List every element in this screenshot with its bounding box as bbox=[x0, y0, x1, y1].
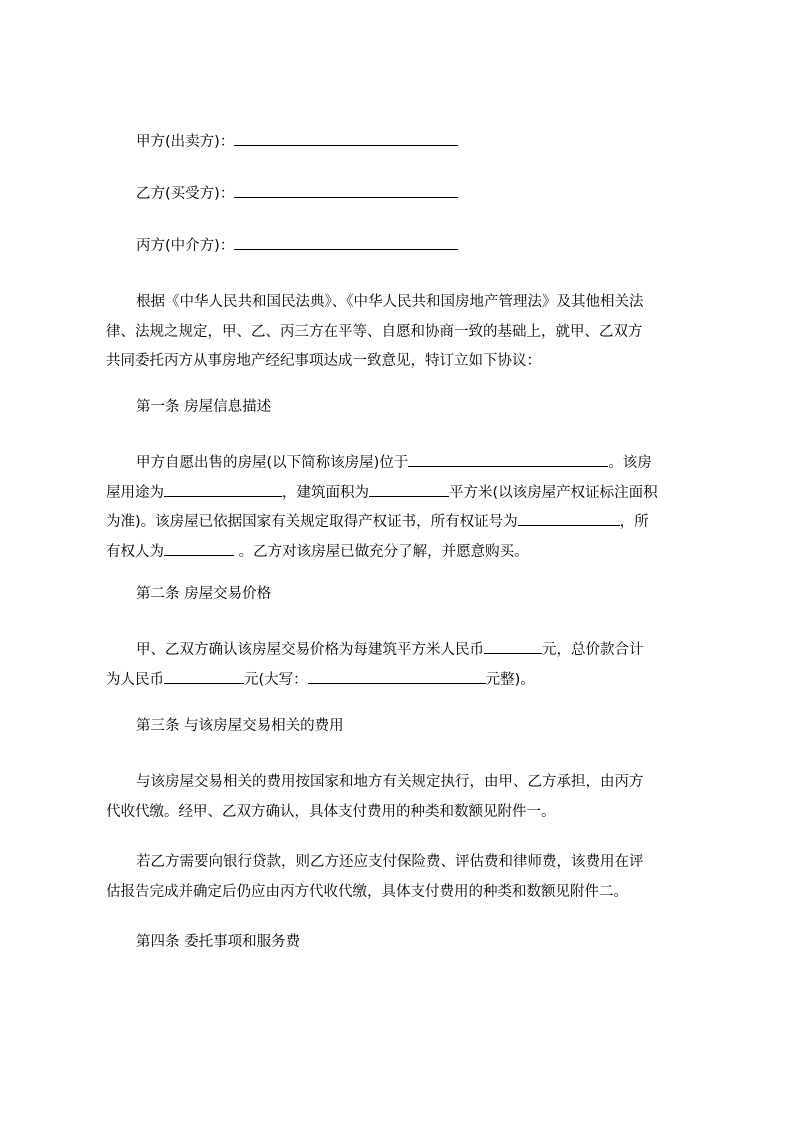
unit-price-label: 甲、乙双方确认该房屋交易价格为每建筑平方米人民币 bbox=[136, 642, 484, 658]
article-1-line-4 bbox=[106, 538, 706, 568]
article-1-line-3 bbox=[106, 508, 706, 538]
article-1-line-1-tail: 。该房 bbox=[608, 455, 652, 471]
party-agent bbox=[136, 235, 458, 256]
uppercase-amount-blank[interactable] bbox=[308, 669, 486, 684]
owner-label: 有权人为 bbox=[106, 543, 164, 560]
party-seller bbox=[136, 131, 458, 152]
party-buyer bbox=[136, 183, 458, 204]
article-3-para-2-line-2: 估报告完成并确定后仍应由丙方代收代缴，具体支付费用的种类和数额见附件二。 bbox=[106, 883, 628, 900]
article-2-line-1 bbox=[106, 636, 706, 666]
article-2-body bbox=[106, 636, 706, 695]
party-buyer-blank[interactable] bbox=[234, 183, 458, 198]
preamble bbox=[106, 288, 706, 377]
certificate-number-blank[interactable] bbox=[518, 511, 620, 526]
certificate-label: 为准)。该房屋已依据国家有关规定取得产权证书，所有权证号为 bbox=[106, 514, 518, 530]
area-unit: 平方米(以该房屋产权证标注面积 bbox=[449, 484, 658, 501]
article-3-heading: 第三条 与该房屋交易相关的费用 bbox=[136, 718, 344, 734]
location-blank[interactable] bbox=[408, 452, 608, 467]
article-1-line-2 bbox=[106, 479, 706, 509]
preamble-line-2: 律、法规之规定，甲、乙、丙三方在平等、自愿和协商一致的基础上，就甲、乙双方 bbox=[106, 323, 643, 340]
party-seller-label: 甲方(出卖方)： bbox=[136, 134, 235, 150]
article-3-para-1 bbox=[106, 768, 706, 827]
party-buyer-label: 乙方(买受方)： bbox=[136, 186, 235, 202]
total-rmb-label: 为人民币 bbox=[106, 671, 164, 688]
usage-blank[interactable] bbox=[164, 482, 282, 497]
total-price-label: 元，总价款合计 bbox=[542, 642, 644, 658]
area-label: ，建筑面积为 bbox=[282, 484, 369, 501]
article-3-para-2-line-1: 若乙方需要向银行贷款，则乙方还应支付保险费、评估费和律师费，该费用在评 bbox=[136, 854, 644, 870]
preamble-line-3: 共同委托丙方从事房地产经纪事项达成一致意见，特订立如下协议： bbox=[106, 353, 541, 369]
article-1-line-1 bbox=[106, 449, 706, 479]
article-3-para-1-line-1: 与该房屋交易相关的费用按国家和地方有关规定执行，由甲、乙方承担，由丙方 bbox=[136, 774, 644, 790]
certificate-tail: ，所 bbox=[619, 514, 649, 530]
unit-price-blank[interactable] bbox=[484, 639, 542, 654]
preamble-line-1: 根据《中华人民共和国民法典》、《中华人民共和国房地产管理法》及其他相关法 bbox=[136, 294, 644, 310]
total-price-blank[interactable] bbox=[164, 669, 244, 684]
party-seller-blank[interactable] bbox=[234, 131, 458, 146]
article-2-tail: 元整)。 bbox=[485, 671, 535, 688]
party-agent-label: 丙方(中介方)： bbox=[136, 238, 235, 254]
owner-tail: 。乙方对该房屋已做充分了解，并愿意购买。 bbox=[234, 543, 529, 560]
article-1-body bbox=[106, 449, 706, 567]
article-2-line-2 bbox=[106, 666, 706, 696]
usage-label: 屋用途为 bbox=[106, 484, 164, 501]
owner-blank[interactable] bbox=[164, 541, 234, 556]
article-3-para-2 bbox=[106, 848, 706, 907]
article-1-location-label: 甲方自愿出售的房屋(以下简称该房屋)位于 bbox=[136, 455, 409, 471]
party-agent-blank[interactable] bbox=[234, 235, 458, 250]
article-4-heading: 第四条 委托事项和服务费 bbox=[136, 934, 301, 950]
article-3-para-1-line-2: 代收代缴。经甲、乙双方确认，具体支付费用的种类和数额见附件一。 bbox=[106, 803, 556, 820]
article-2-heading: 第二条 房屋交易价格 bbox=[136, 586, 272, 602]
uppercase-label: 元(大写： bbox=[244, 671, 308, 688]
article-1-heading: 第一条 房屋信息描述 bbox=[136, 399, 272, 415]
area-blank[interactable] bbox=[369, 482, 449, 497]
